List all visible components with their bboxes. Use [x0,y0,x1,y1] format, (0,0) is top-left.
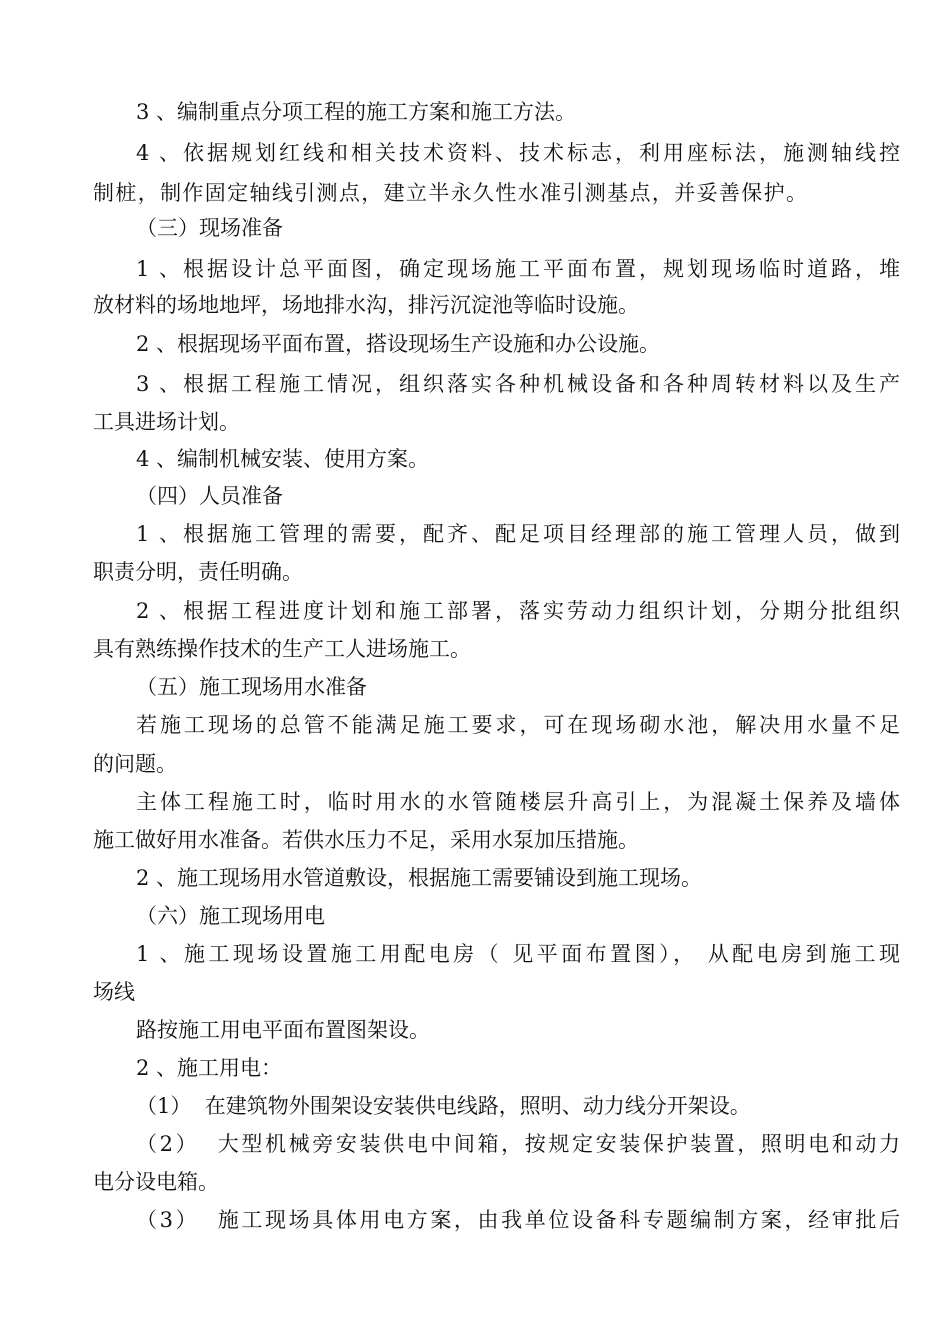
text-line-20: 施工做好用水准备。若供水压力不足，采用水泵加压措施。 [93,828,639,852]
text-line-2: 4 、依据规划红线和相关技术资料、技术标志，利用座标法，施测轴线控 [136,141,900,165]
text-line-13: 职责分明，责任明确。 [93,560,303,584]
text-line-8: 3 、根据工程施工情况，组织落实各种机械设备和各种周转材料以及生产 [136,372,900,396]
text-line-28: （2） 大型机械旁安装供电中间箱，按规定安装保护装置，照明电和动力 [136,1132,900,1156]
text-line-25: 路按施工用电平面布置图架设。 [136,1018,430,1042]
section-heading-3: （三）现场准备 [136,216,283,240]
text-line-23: 1 、施工现场设置施工用配电房（ 见平面布置图）， 从配电房到施工现 [136,942,900,966]
text-line-19: 主体工程施工时，临时用水的水管随楼层升高引上，为混凝土保养及墙体 [136,790,900,814]
text-line-12: 1 、根据施工管理的需要，配齐、配足项目经理部的施工管理人员，做到 [136,522,900,546]
text-line-10: 4 、编制机械安装、使用方案。 [136,447,430,471]
text-line-27: （1） 在建筑物外围架设安装供电线路，照明、动力线分开架设。 [136,1094,751,1118]
section-heading-4: （四）人员准备 [136,484,283,508]
text-line-30: （3） 施工现场具体用电方案，由我单位设备科专题编制方案，经审批后 [136,1208,900,1232]
text-line-14: 2 、根据工程进度计划和施工部署，落实劳动力组织计划，分期分批组织 [136,599,900,623]
text-line-9: 工具进场计划。 [93,410,240,434]
text-line-1: 3 、编制重点分项工程的施工方案和施工方法。 [136,100,577,124]
text-line-21: 2 、施工现场用水管道敷设，根据施工需要铺设到施工现场。 [136,866,703,890]
section-heading-6: （六）施工现场用电 [136,904,325,928]
text-line-5: 1 、根据设计总平面图，确定现场施工平面布置，规划现场临时道路，堆 [136,257,900,281]
section-heading-5: （五）施工现场用水准备 [136,675,367,699]
text-line-29: 电分设电箱。 [93,1170,219,1194]
text-line-18: 的问题。 [93,752,177,776]
text-line-7: 2 、根据现场平面布置，搭设现场生产设施和办公设施。 [136,332,661,356]
text-line-17: 若施工现场的总管不能满足施工要求，可在现场砌水池，解决用水量不足 [136,713,900,737]
text-line-3: 制桩，制作固定轴线引测点，建立半永久性水准引测基点，并妥善保护。 [93,181,807,205]
text-line-15: 具有熟练操作技术的生产工人进场施工。 [93,637,471,661]
text-line-26: 2 、施工用电： [136,1056,283,1080]
text-line-24: 场线 [93,980,135,1004]
text-line-6: 放材料的场地地坪，场地排水沟，排污沉淀池等临时设施。 [93,293,639,317]
